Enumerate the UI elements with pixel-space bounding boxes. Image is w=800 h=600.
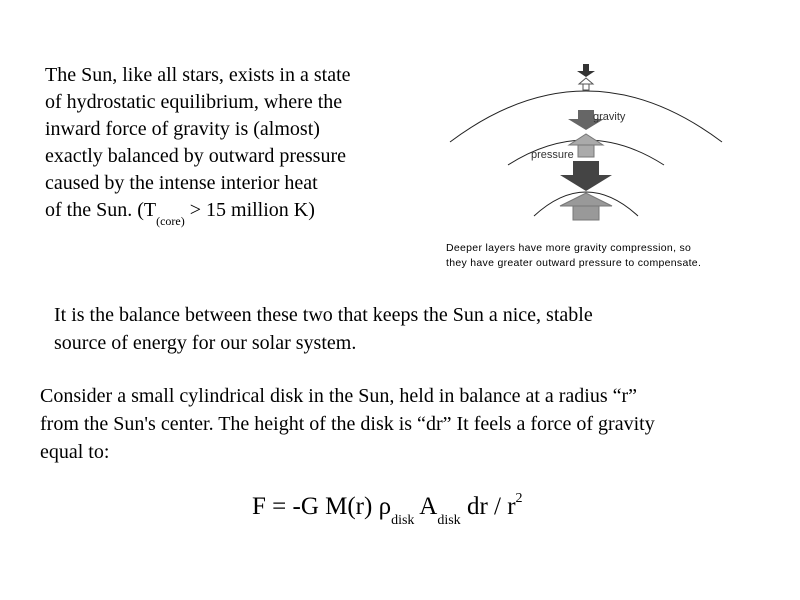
intro-line-last [45, 197, 425, 228]
caption-line: they have greater outward pressure to compensate. [446, 257, 702, 269]
intro-paragraph [45, 62, 425, 228]
intro-last-prefix: of the Sun. (T [45, 199, 157, 221]
gravity-label: gravity [593, 111, 626, 123]
formula-exponent: 2 [515, 491, 523, 506]
gravity-force-formula [252, 491, 523, 528]
core-subscript: (core) [156, 214, 185, 228]
consider-line: Consider a small cylindrical disk in the Sun, held in balance at a radius “r” [40, 385, 638, 407]
gravity-arrow-small [577, 64, 595, 77]
formula-part: F = -G M(r) ρ [252, 493, 392, 520]
formula-part: dr / r [460, 493, 516, 520]
formula-subscript: disk [391, 513, 415, 528]
consider-paragraph [40, 382, 790, 466]
intro-line: exactly balanced by outward pressure [45, 145, 346, 167]
consider-line: equal to: [40, 441, 110, 463]
pressure-arrow-medium [569, 134, 603, 157]
formula-subscript: disk [437, 513, 461, 528]
pressure-arrow-large [560, 193, 612, 220]
intro-last-suffix: > 15 million K) [184, 199, 315, 221]
balance-paragraph [54, 301, 593, 357]
formula-part: A [414, 493, 438, 520]
caption-line: Deeper layers have more gravity compression, so [446, 242, 692, 254]
diagram-caption [446, 241, 701, 271]
consider-line: from the Sun's center. The height of the disk is “dr” It feels a force of gravity [40, 413, 655, 435]
hydrostatic-diagram [440, 58, 780, 230]
intro-line: inward force of gravity is (almost) [45, 118, 320, 140]
intro-line: of hydrostatic equilibrium, where the [45, 91, 343, 113]
gravity-arrow-large [560, 161, 612, 191]
pressure-arrow-small [579, 78, 593, 90]
balance-line: It is the balance between these two that keeps the Sun a nice, stable [54, 304, 593, 326]
intro-line: The Sun, like all stars, exists in a state [45, 64, 351, 86]
pressure-label: pressure [531, 149, 574, 161]
intro-line: caused by the intense interior heat [45, 172, 318, 194]
balance-line: source of energy for our solar system. [54, 332, 357, 354]
